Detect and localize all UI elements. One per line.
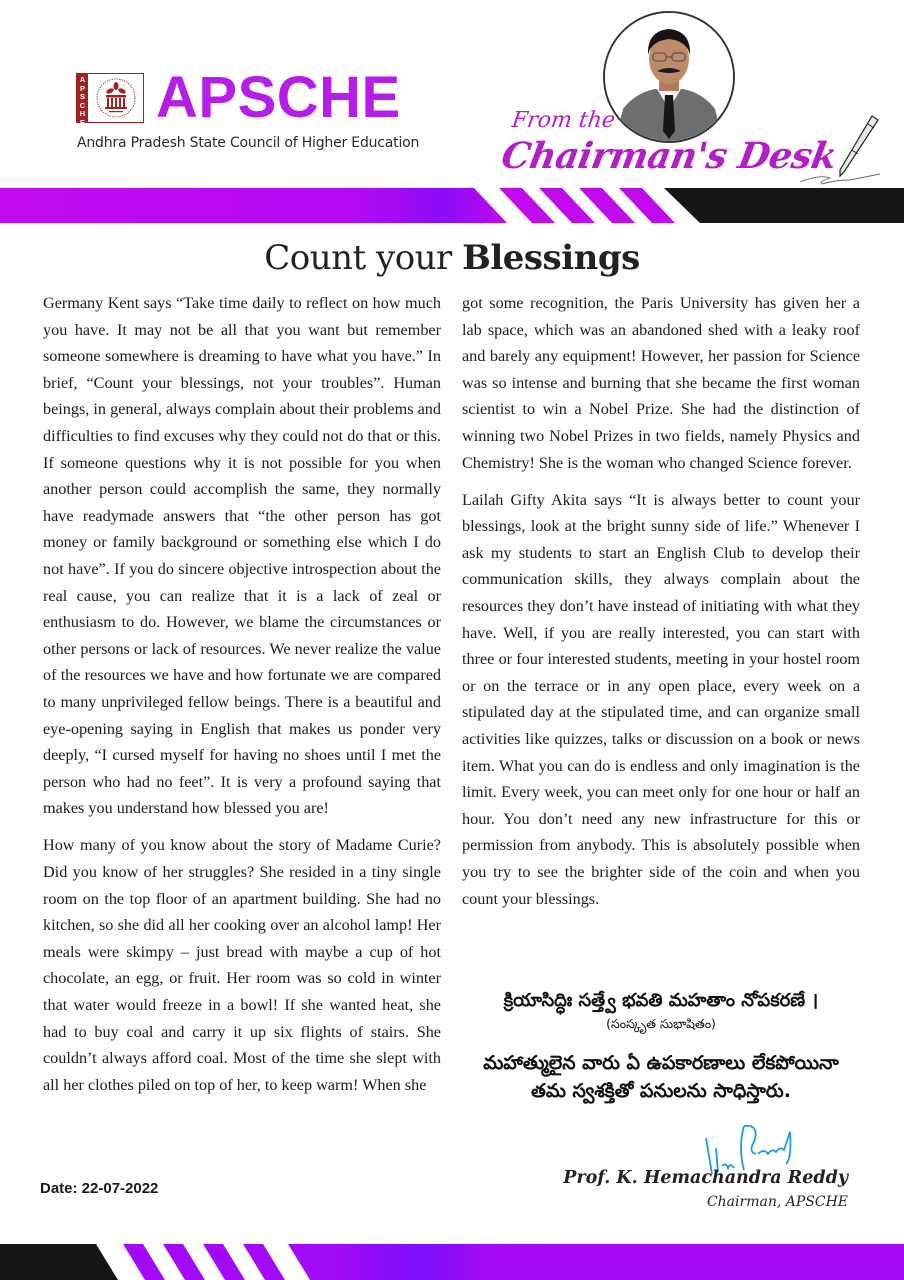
paragraph: How many of you know about the story of Madame Curie? Did you know of her struggles? She resided in a tiny single room on the top floor of an apartment building. She had no kitchen, so she did all her cooking over an alcohol lamp! Her meals were skimpy – just bread with maybe a cup of hot chocolate, an egg, or fruit. Her room was so cold in winter that water would freeze in a bowl! If she wanted heat, she had to buy coal and carry it up six flights of stairs. She couldn’t always afford coal. Most of the time she slept with all her clothes piled on top of her, to keep warm! When she [43,836,441,1094]
emblem-letter: H [79,109,86,119]
paragraph: got some recognition, the Paris University has given her a lab space, which was an abandoned shed with a leaky roof and barely any equipment! However, her passion for Science was so intense and burning that she became the first woman scientist to win a Nobel Prize. She had the distinction of winning two Nobel Prizes in two fields, namely Physics and Chemistry! She is the woman who changed Science forever. [462,294,860,472]
emblem-letter: A [79,75,86,84]
paragraph: Lailah Gifty Akita says “It is always better to count your blessings, look at the bright sunny side of life.” Whenever I ask my students to start an English Club to develop their communication skills, they always complain about the resources they don’t have instead of initiating with what they have. Well, if you are really interested, you can start with three or four interested students, meeting in your hostel room or on the terrace or in any open place, every week on a stipulated day at the stipulated time, and can organize small activities like quizzes, talks or discussion on a book or news item. What you can do is endless and only imagination is the limit. Every week, you can meet only for one hour or half an hour. You don’t need any new infrastructure for this or permission from anybody. This is absolutely possible when you try to see the brighter side of the coin and when you count your blessings. [462,490,860,908]
apsche-emblem-logo [76,73,144,127]
emblem-seal-icon [88,74,143,122]
portrait-image-icon [605,13,733,141]
bottom-band-stripe [203,1244,245,1280]
banner-from-the: From the [510,108,617,133]
banner-chairmans-desk: Chairman's Desk [498,135,840,177]
sanskrit-quote: క్రియాసిద్ధిః సత్త్వే భవతి మహతాం నోపకరణే । [503,990,819,1011]
brand-subtitle: Andhra Pradesh State Council of Higher Education [77,135,420,151]
article-right-column [462,290,860,923]
top-band-black [664,188,904,223]
emblem-letter: E [79,117,85,127]
bottom-band-purple [288,1244,904,1280]
top-band-purple [0,188,507,223]
article-title [0,238,904,278]
pen-icon [760,110,890,190]
publication-date: Date: 22-07-2022 [40,1180,159,1197]
title-regular: Count your [264,238,463,278]
signatory-name: Prof. K. Hemachandra Reddy [563,1168,848,1188]
brand-name: APSCHE [156,65,401,130]
chairman-portrait [603,11,735,143]
emblem-letter: P [79,83,85,93]
bottom-band-stripe [243,1244,285,1280]
top-decorative-band [0,188,904,223]
bottom-decorative-band [0,1244,904,1280]
quote-source: (సంస్కృత సుభాషితం) [606,1016,716,1031]
emblem-letter: C [79,100,86,110]
quote-meaning-line-1: మహాత్ములైన వారు ఏ ఉపకారణాలు లేకపోయినా [483,1052,839,1074]
quote-meaning-line-2: తమ స్వశక్తితో పనులను సాధిస్తారు. [531,1080,791,1102]
article-left-column [43,290,441,1109]
bottom-band-stripe [163,1244,205,1280]
bottom-band-stripe [123,1244,165,1280]
signatory-role: Chairman, APSCHE [706,1194,848,1210]
title-bold: Blessings [462,238,640,278]
emblem-side-letters [77,74,88,127]
bottom-band-black [0,1244,118,1280]
emblem-letter: S [79,92,85,102]
paragraph: Germany Kent says “Take time daily to reflect on how much you have. It may not be all that you want but remember someone somewhere is dreaming to have what you have.” In brief, “Count your blessings, not your troubles”. Human beings, in general, always complain about their problems and difficulties to find excuses why they could not do that or this. If someone questions why it is not possible for you when another person could accomplish the same, they normally have readymade answers that “the other person has got money or family background or something else which I do not have”. If you do sincere objective introspection about the real cause, you can realize that it is a lack of zeal or enthusiasm to do. However, we blame the circumstances or other persons or lack of resources. We never realize the value of the resources we have and how fortunate we are compared to many unprivileged fellow beings. There is a beautiful and eye-opening saying in English that makes us ponder very deeply, “I cursed myself for having no shoes until I met the person who had no feet”. It is very a profound saying that makes you understand how blessed you are! [43,294,441,818]
